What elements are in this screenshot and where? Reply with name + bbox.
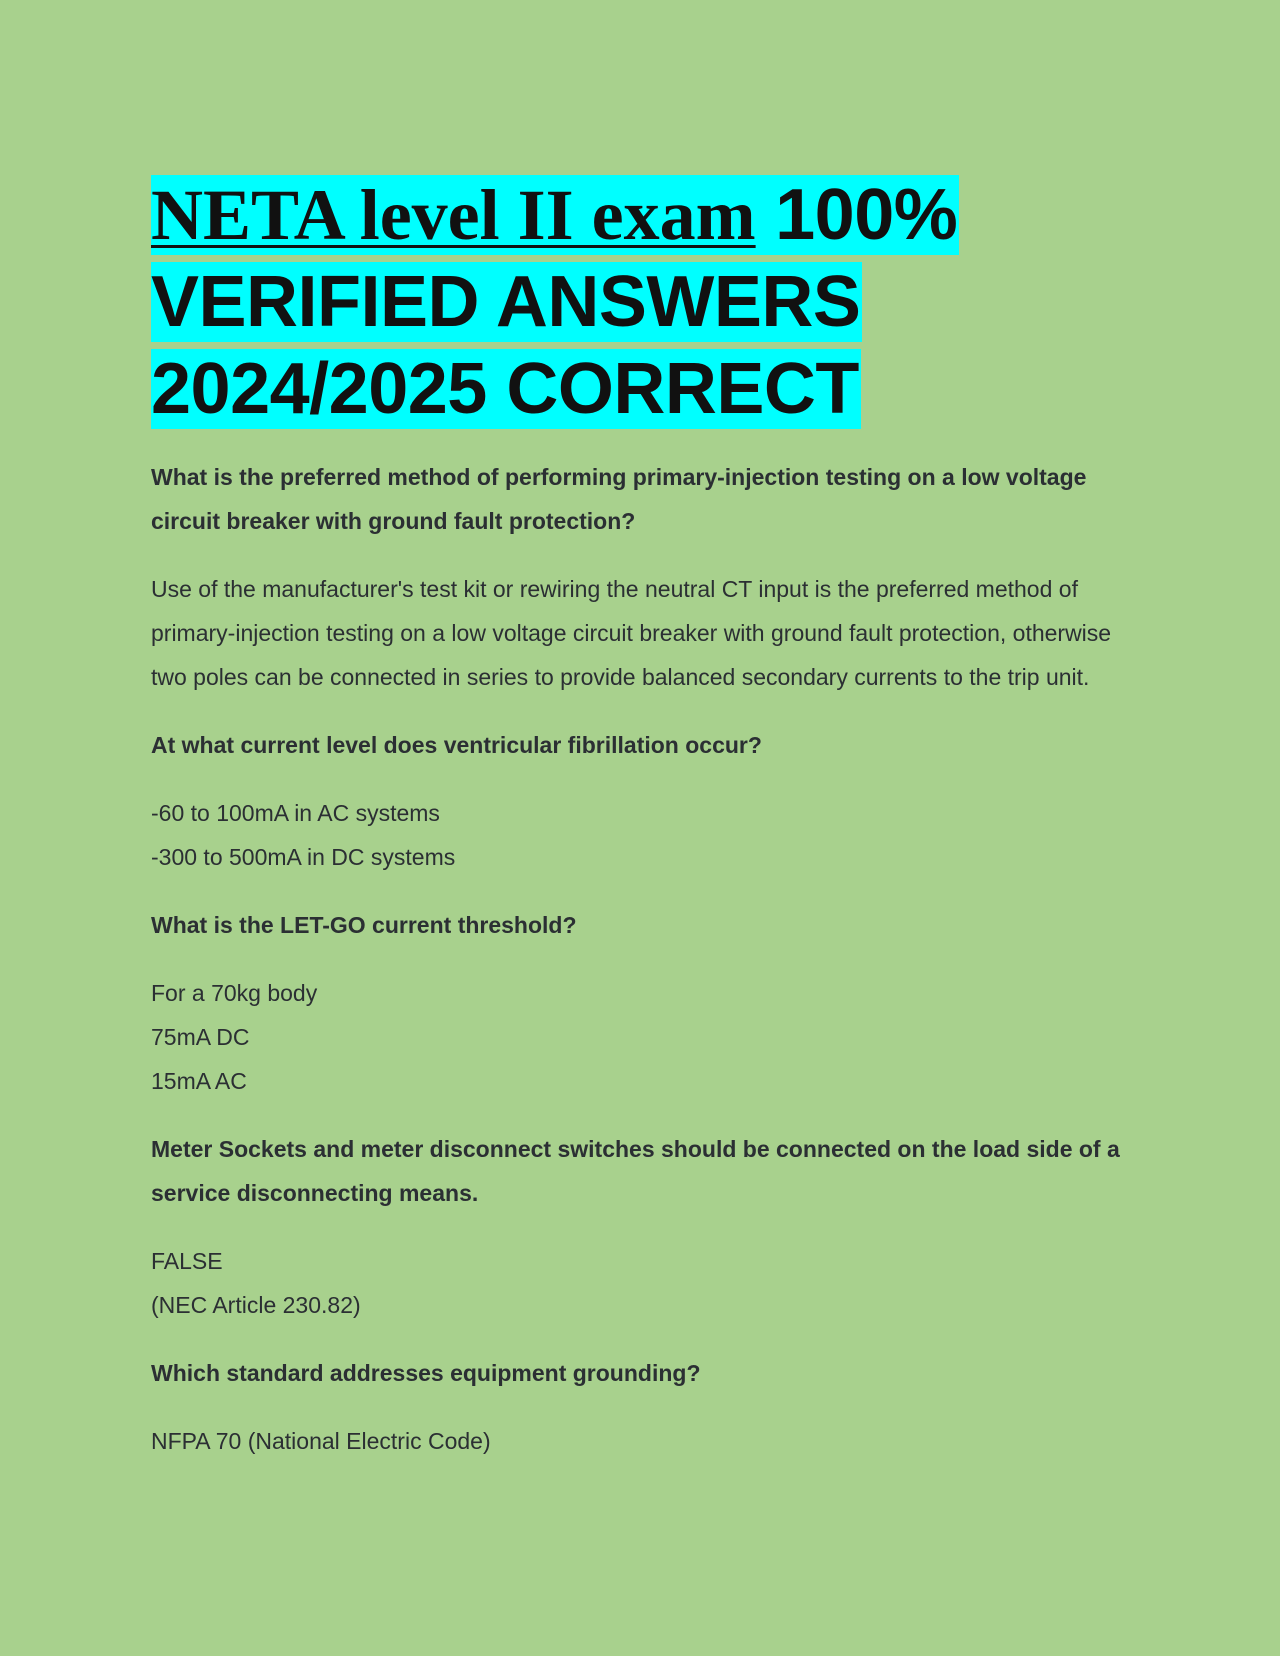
- title-link[interactable]: NETA level II exam: [151, 175, 756, 255]
- document-title: [151, 172, 1131, 433]
- answer-line: NFPA 70 (National Electric Code): [151, 1428, 491, 1454]
- question-5: Which standard addresses equipment grounding?: [151, 1360, 701, 1386]
- answer-line: -300 to 500mA in DC systems: [151, 844, 456, 870]
- answer-2: [151, 791, 1131, 879]
- question-4: Meter Sockets and meter disconnect switches should be connected on the load side of a service disconnecting means.: [151, 1136, 1120, 1206]
- answer-5: [151, 1419, 1131, 1463]
- answer-line: 75mA DC: [151, 1024, 250, 1050]
- title-highlight: [151, 175, 959, 429]
- answer-3: [151, 971, 1131, 1103]
- answer-line: (NEC Article 230.82): [151, 1292, 361, 1318]
- qa-list: [151, 455, 1131, 1463]
- answer-line: For a 70kg body: [151, 980, 318, 1006]
- document-page: [151, 172, 1131, 1487]
- answer-4: [151, 1239, 1131, 1327]
- question-3: What is the LET-GO current threshold?: [151, 912, 577, 938]
- title-rest: 100% VERIFIED ANSWERS 2024/2025 CORRECT: [151, 175, 958, 429]
- question-2: At what current level does ventricular fibrillation occur?: [151, 732, 762, 758]
- answer-1: [151, 567, 1131, 699]
- answer-line: FALSE: [151, 1248, 223, 1274]
- question-1: What is the preferred method of performing primary-injection testing on a low voltage circuit breaker with ground fault protection?: [151, 464, 1087, 534]
- answer-line: Use of the manufacturer's test kit or rewiring the neutral CT input is the preferred method of primary-injection testing on a low voltage circuit breaker with ground fault protection, otherwise two poles can be connected in series to provide balanced secondary currents to the trip unit.: [151, 576, 1112, 690]
- answer-line: -60 to 100mA in AC systems: [151, 800, 440, 826]
- answer-line: 15mA AC: [151, 1068, 247, 1094]
